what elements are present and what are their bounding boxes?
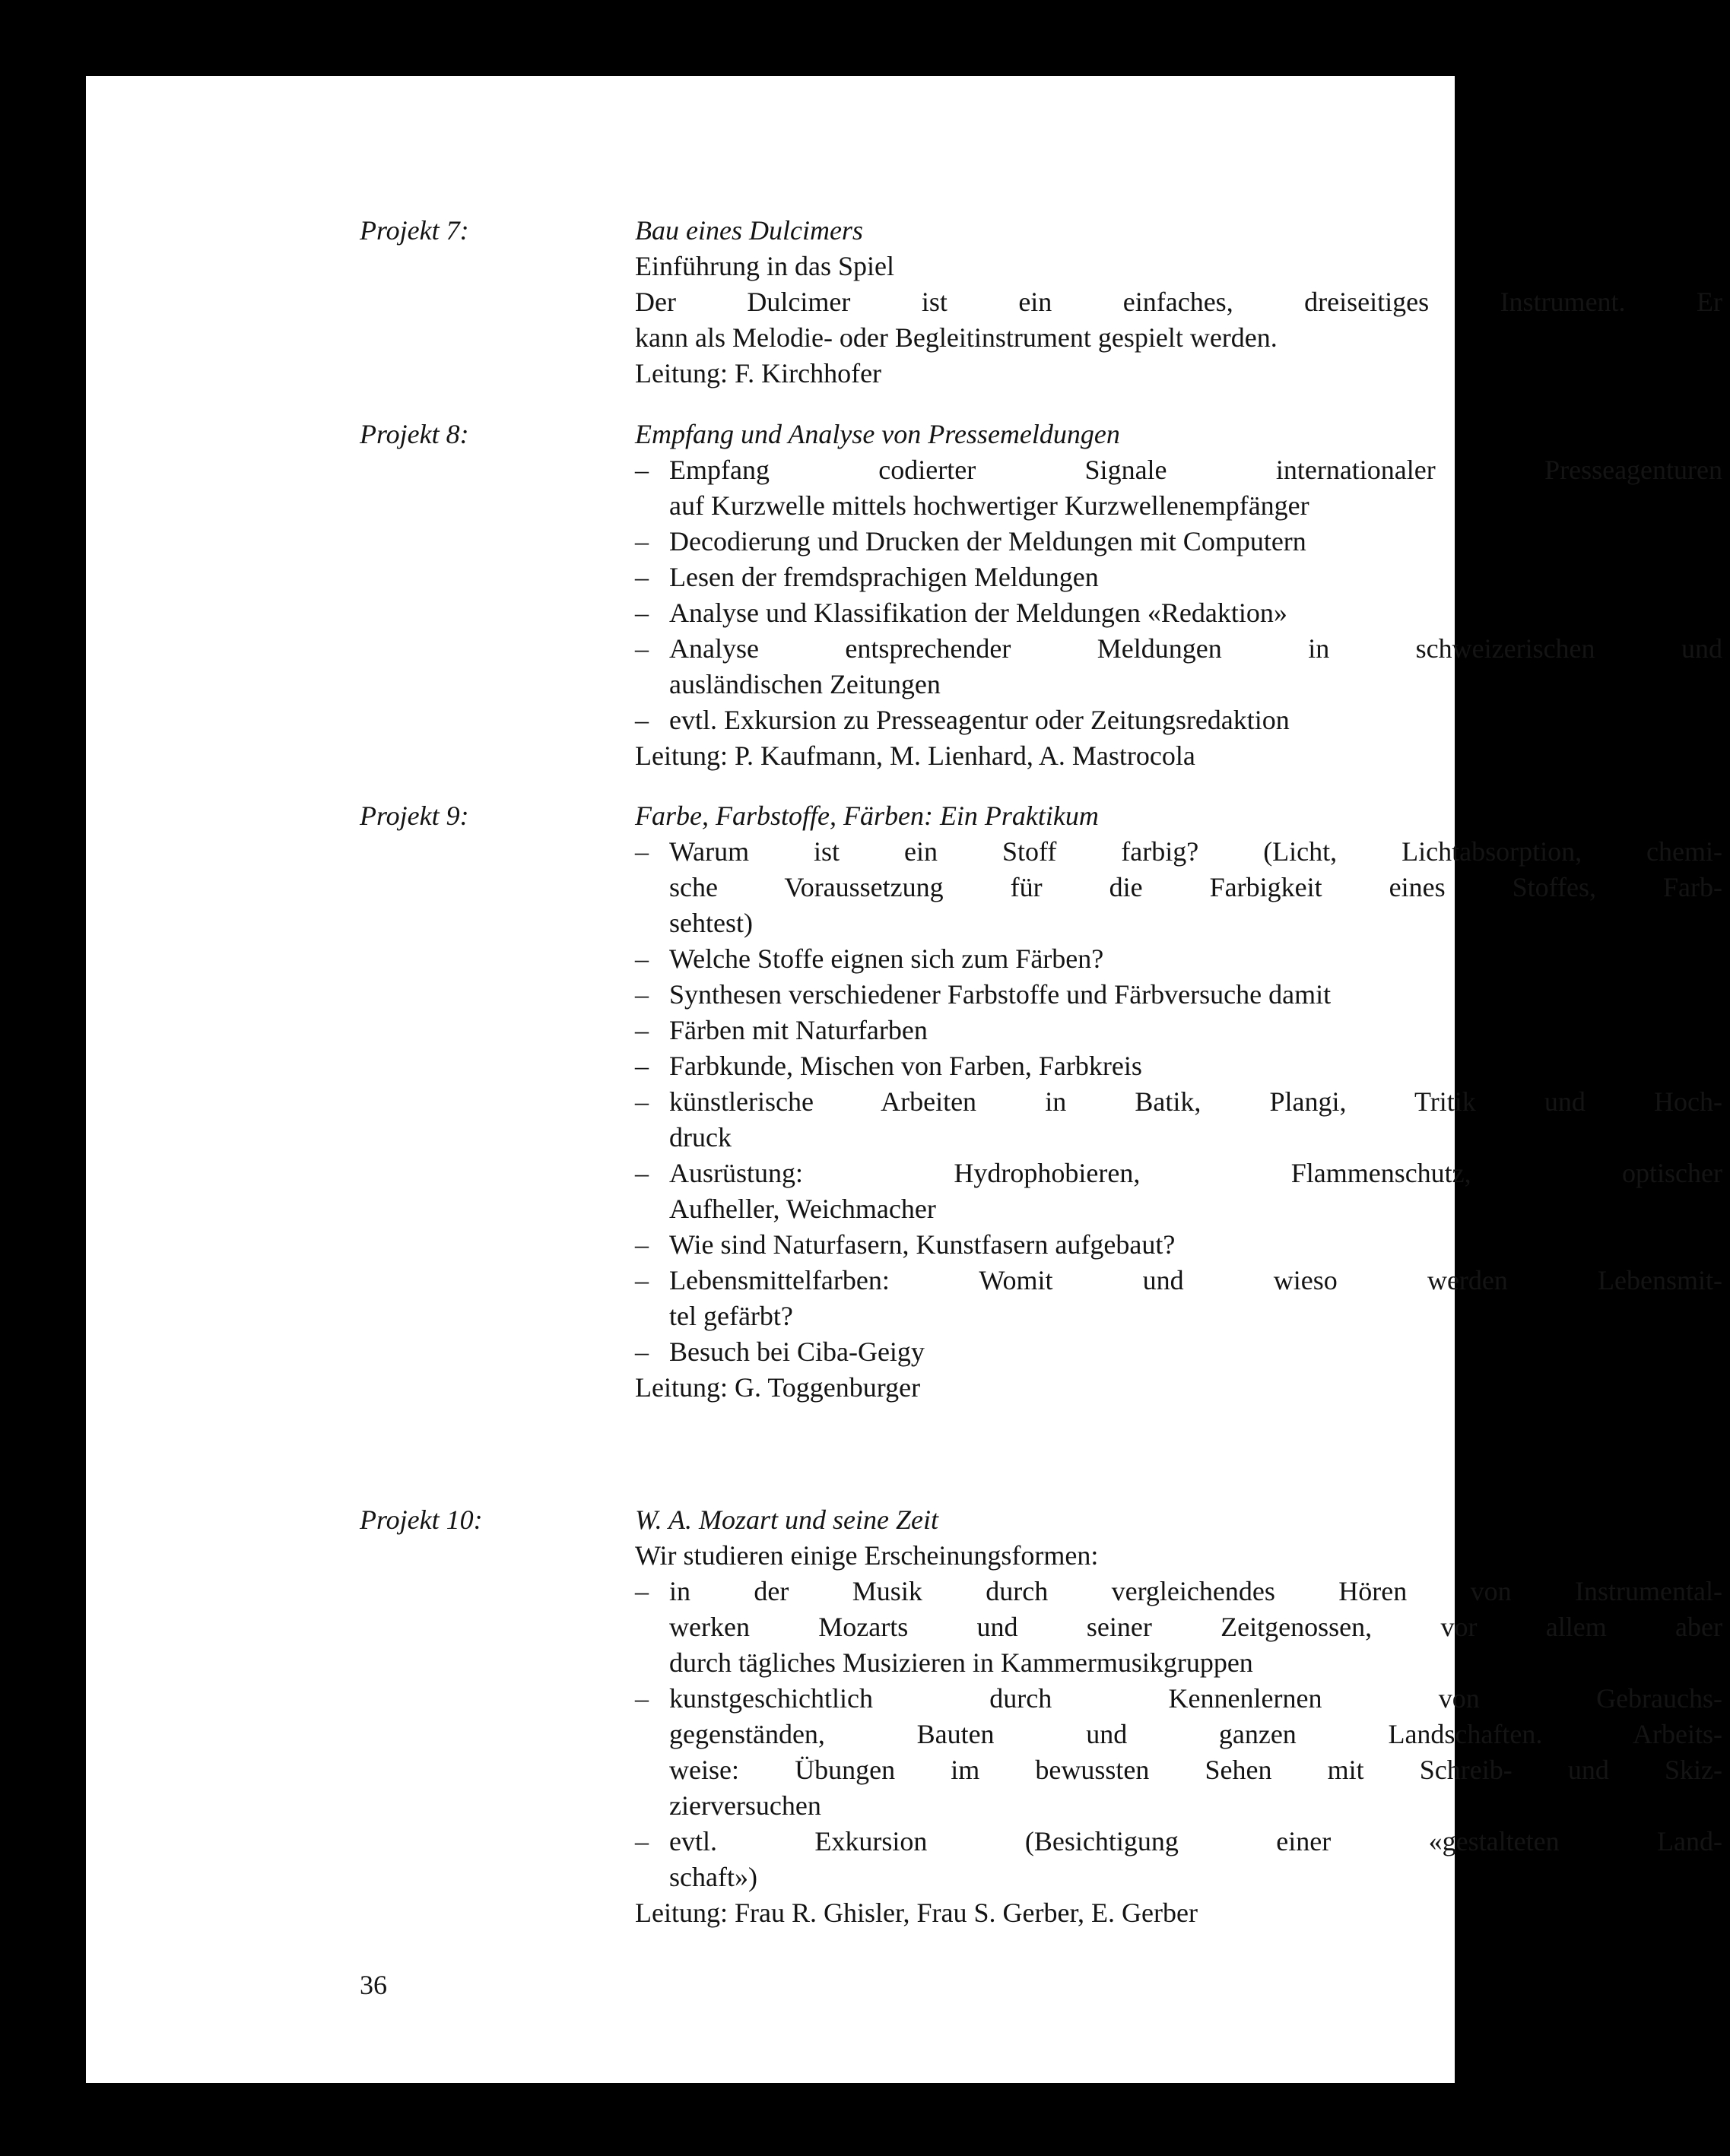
body-line: Einführung in das Spiel <box>635 251 894 281</box>
project-title: Farbe, Farbstoffe, Färben: Ein Praktikum <box>635 801 1099 831</box>
list-item <box>635 834 1722 941</box>
project-body <box>635 798 1730 1406</box>
project-leitung: Leitung: P. Kaufmann, M. Lienhard, A. Mastrocola <box>635 740 1195 771</box>
list-item <box>635 1574 1722 1681</box>
dash-bullet: – <box>635 1051 649 1081</box>
dash-bullet: – <box>635 455 649 485</box>
list-item-line: Farbkunde, Mischen von Farben, Farbkreis <box>669 1051 1142 1081</box>
project-label: Projekt 9: <box>360 801 469 831</box>
list-item-line: künstlerische Arbeiten in Batik, Plangi, Tritik und Hoch- <box>669 1086 1722 1117</box>
dash-bullet: – <box>635 1576 649 1606</box>
list-item <box>635 941 1722 977</box>
dash-bullet: – <box>635 633 649 664</box>
list-item-line: Färben mit Naturfarben <box>669 1015 928 1045</box>
list-item <box>635 1048 1722 1084</box>
list-item-line: weise: Übungen im bewussten Sehen mit Schreib- und Skiz- <box>669 1755 1722 1785</box>
dash-bullet: – <box>635 598 649 628</box>
list-item <box>635 702 1722 738</box>
dash-bullet: – <box>635 1086 649 1117</box>
body-line: Der Dulcimer ist ein einfaches, dreiseitiges Instrument. Er <box>635 287 1722 317</box>
dash-bullet: – <box>635 943 649 974</box>
list-item-line: Lesen der fremdsprachigen Meldungen <box>669 562 1099 592</box>
project-leitung: Leitung: F. Kirchhofer <box>635 358 882 388</box>
list-item <box>635 977 1722 1013</box>
dash-bullet: – <box>635 836 649 867</box>
body-line: Wir studieren einige Erscheinungsformen: <box>635 1540 1099 1571</box>
list-item-line: schaft») <box>669 1862 757 1892</box>
list-item-line: sehtest) <box>669 908 753 938</box>
list-item-line: Synthesen verschiedener Farbstoffe und Färbversuche damit <box>669 979 1332 1010</box>
list-item-line: Aufheller, Weichmacher <box>669 1194 936 1224</box>
list-item <box>635 1084 1722 1156</box>
list-item-line: Ausrüstung: Hydrophobieren, Flammenschutz, optischer <box>669 1158 1722 1188</box>
list-item <box>635 1334 1722 1370</box>
list-item-line: kunstgeschichtlich durch Kennenlernen von Gebrauchs- <box>669 1683 1722 1714</box>
document-page <box>86 76 1722 2083</box>
project-body <box>635 213 1730 392</box>
dash-bullet: – <box>635 1826 649 1856</box>
project-leitung: Leitung: Frau R. Ghisler, Frau S. Gerber, E. Gerber <box>635 1898 1198 1928</box>
project-leitung: Leitung: G. Toggenburger <box>635 1372 921 1403</box>
body-line: kann als Melodie- oder Begleitinstrument gespielt werden. <box>635 322 1278 353</box>
list-item-line: in der Musik durch vergleichendes Hören von Instrumental- <box>669 1576 1722 1606</box>
list-item-line: werken Mozarts und seiner Zeitgenossen, vor allem aber <box>669 1612 1722 1642</box>
list-item <box>635 1156 1722 1227</box>
list-item-line: Decodierung und Drucken der Meldungen mit Computern <box>669 526 1306 556</box>
dash-bullet: – <box>635 1265 649 1295</box>
page-number: 36 <box>360 1970 387 2000</box>
list-item <box>635 1681 1722 1824</box>
dash-bullet: – <box>635 705 649 735</box>
list-item-line: evtl. Exkursion zu Presseagentur oder Zeitungsredaktion <box>669 705 1290 735</box>
dash-bullet: – <box>635 1229 649 1260</box>
list-item-line: Welche Stoffe eignen sich zum Färben? <box>669 943 1104 974</box>
list-item-line: Analyse und Klassifikation der Meldungen «Redaktion» <box>669 598 1287 628</box>
list-item-line: druck <box>669 1122 732 1153</box>
dash-bullet: – <box>635 562 649 592</box>
dash-bullet: – <box>635 1683 649 1714</box>
list-item-line: Besuch bei Ciba-Geigy <box>669 1336 925 1367</box>
list-item <box>635 595 1722 631</box>
dash-bullet: – <box>635 1158 649 1188</box>
list-item-line: sche Voraussetzung für die Farbigkeit eines Stoffes, Farb- <box>669 872 1722 902</box>
list-item <box>635 524 1722 560</box>
project-body <box>635 417 1730 774</box>
list-item-line: Lebensmittelfarben: Womit und wieso werden Lebensmit- <box>669 1265 1722 1295</box>
list-item <box>635 452 1722 524</box>
list-item-line: Analyse entsprechender Meldungen in schweizerischen und <box>669 633 1722 664</box>
project-body <box>635 1502 1730 1931</box>
dash-bullet: – <box>635 1336 649 1367</box>
dash-bullet: – <box>635 1015 649 1045</box>
list-item-line: Wie sind Naturfasern, Kunstfasern aufgebaut? <box>669 1229 1176 1260</box>
list-item <box>635 1013 1722 1048</box>
list-item-line: gegenständen, Bauten und ganzen Landschaften. Arbeits- <box>669 1719 1722 1749</box>
list-item-line: zierversuchen <box>669 1790 821 1821</box>
list-item-line: tel gefärbt? <box>669 1301 793 1331</box>
dash-bullet: – <box>635 526 649 556</box>
list-item <box>635 1227 1722 1263</box>
list-item <box>635 560 1722 595</box>
list-item-line: Empfang codierter Signale internationaler Presseagenturen <box>669 455 1722 485</box>
list-item-line: auf Kurzwelle mittels hochwertiger Kurzwellenempfänger <box>669 490 1309 521</box>
project-label: Projekt 8: <box>360 419 469 449</box>
list-item-line: ausländischen Zeitungen <box>669 669 941 699</box>
list-item-line: Warum ist ein Stoff farbig? (Licht, Lichtabsorption, chemi- <box>669 836 1722 867</box>
project-title: W. A. Mozart und seine Zeit <box>635 1504 939 1535</box>
project-title: Empfang und Analyse von Pressemeldungen <box>635 419 1120 449</box>
list-item-line: evtl. Exkursion (Besichtigung einer «gestalteten Land- <box>669 1826 1722 1856</box>
project-label: Projekt 10: <box>360 1504 483 1535</box>
dash-bullet: – <box>635 979 649 1010</box>
project-title: Bau eines Dulcimers <box>635 215 863 246</box>
list-item <box>635 1824 1722 1895</box>
list-item-line: durch tägliches Musizieren in Kammermusikgruppen <box>669 1647 1253 1678</box>
list-item <box>635 1263 1722 1334</box>
list-item <box>635 631 1722 702</box>
project-label: Projekt 7: <box>360 215 469 246</box>
